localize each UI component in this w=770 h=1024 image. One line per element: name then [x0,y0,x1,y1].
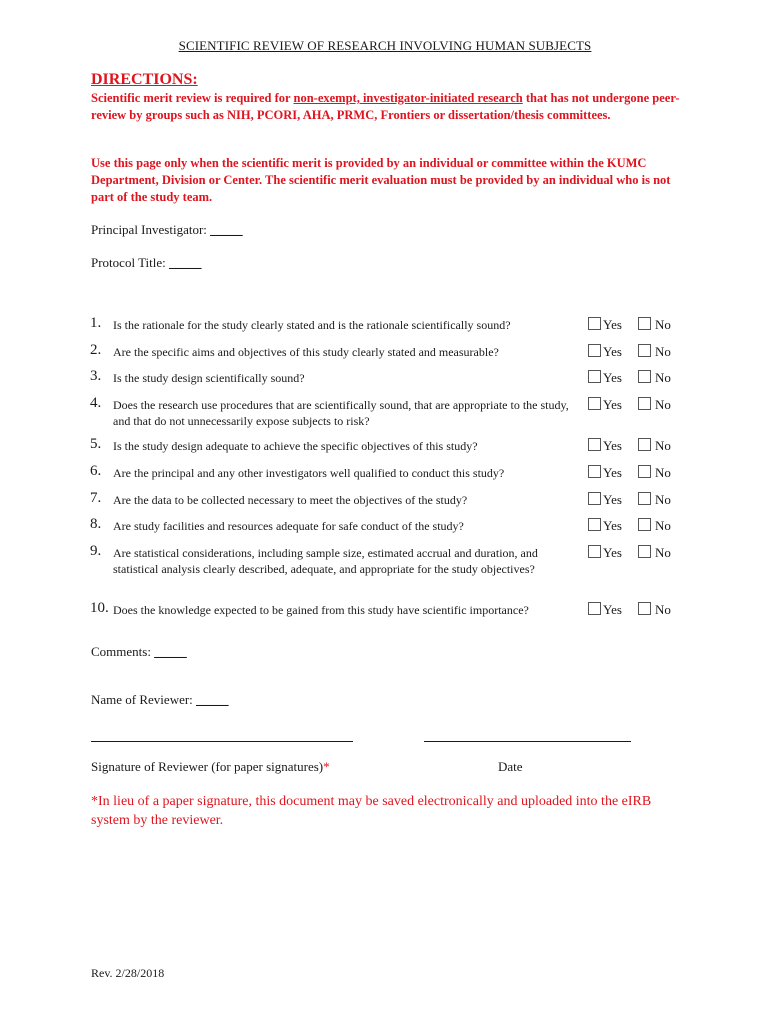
yes-label: Yes [603,545,622,560]
yes-label: Yes [603,602,622,617]
no-checkbox[interactable] [638,602,651,615]
no-checkbox[interactable] [638,370,651,383]
no-label: No [655,465,671,480]
date-label: Date [498,759,523,774]
yes-label: Yes [603,438,622,453]
question-text: Are the data to be collected necessary to meet the objectives of the study? [113,493,468,507]
comments-label: Comments: [91,644,151,659]
yes-checkbox[interactable] [588,602,601,615]
protocol-title-field [91,255,202,271]
no-checkbox[interactable] [638,545,651,558]
question-text: Are the specific aims and objectives of this study clearly stated and measurable? [113,345,499,359]
yes-label: Yes [603,492,622,507]
no-checkbox[interactable] [638,438,651,451]
yes-checkbox[interactable] [588,438,601,451]
no-label: No [655,545,671,560]
pi-label: Principal Investigator: [91,222,207,237]
question-number: 4. [90,395,102,411]
question-number: 8. [90,516,102,532]
protocol-label: Protocol Title: [91,255,166,270]
question-text: Are statistical considerations, including sample size, estimated accrual and duration, and statistical analysis clearly described, adequate, and appropriate for the study objectives? [113,546,538,576]
question-text: Does the research use procedures that are scientifically sound, that are appropriate to the study, and that do not unnecessarily expose subjects to risk? [113,398,569,428]
revision-date: Rev. 2/28/2018 [91,966,165,980]
yes-label: Yes [603,344,622,359]
no-label: No [655,518,671,533]
signature-footnote: *In lieu of a paper signature, this document may be saved electronically and uploaded into the eIRB system by the reviewer. [91,794,652,828]
no-label: No [655,438,671,453]
directions-heading: DIRECTIONS: [91,71,198,88]
no-checkbox[interactable] [638,518,651,531]
principal-investigator-field [91,222,243,238]
yes-label: Yes [603,397,622,412]
yes-checkbox[interactable] [588,370,601,383]
yes-checkbox[interactable] [588,344,601,357]
question-number: 2. [90,342,102,358]
question-number: 3. [90,368,102,384]
reviewer-label: Name of Reviewer: [91,692,193,707]
no-label: No [655,492,671,507]
signature-label-text: Signature of Reviewer (for paper signatures) [91,759,324,774]
question-text: Are study facilities and resources adequate for safe conduct of the study? [113,519,464,533]
yes-checkbox[interactable] [588,518,601,531]
no-checkbox[interactable] [638,344,651,357]
no-label: No [655,602,671,617]
yes-checkbox[interactable] [588,465,601,478]
page-title: SCIENTIFIC REVIEW OF RESEARCH INVOLVING HUMAN SUBJECTS [178,38,592,53]
directions-text-before: Scientific merit review is required for [91,91,294,105]
question-number: 10. [90,600,109,616]
signature-asterisk: * [323,759,330,774]
question-number: 1. [90,315,102,331]
no-checkbox[interactable] [638,397,651,410]
question-text: Are the principal and any other investigators well qualified to conduct this study? [113,466,505,480]
yes-label: Yes [603,465,622,480]
no-checkbox[interactable] [638,465,651,478]
no-label: No [655,397,671,412]
question-number: 6. [90,463,102,479]
yes-label: Yes [603,518,622,533]
signature-line[interactable] [91,741,353,742]
date-line[interactable] [424,741,631,742]
no-label: No [655,344,671,359]
signature-label [91,759,330,775]
no-checkbox[interactable] [638,317,651,330]
no-label: No [655,370,671,385]
pi-input[interactable]: _____ [210,222,243,237]
yes-label: Yes [603,370,622,385]
yes-label: Yes [603,317,622,332]
question-text: Is the study design adequate to achieve the specific objectives of this study? [113,439,478,453]
directions-paragraph-2: Use this page only when the scientific merit is provided by an individual or committee within the KUMC Department, Division or Center. The scientific merit evaluation must be provided by an individual who is not part of the study team. [91,156,671,204]
question-number: 9. [90,543,102,559]
no-checkbox[interactable] [638,492,651,505]
yes-checkbox[interactable] [588,397,601,410]
yes-checkbox[interactable] [588,492,601,505]
directions-text-underlined: non-exempt, investigator-initiated research [293,91,523,105]
reviewer-input[interactable]: _____ [196,692,229,707]
question-text: Is the rationale for the study clearly stated and is the rationale scientifically sound? [113,318,511,332]
yes-checkbox[interactable] [588,545,601,558]
no-label: No [655,317,671,332]
protocol-input[interactable]: _____ [169,255,202,270]
reviewer-name-field [91,692,229,708]
question-number: 5. [90,436,102,452]
question-number: 7. [90,490,102,506]
directions-text-after: that has not undergone peer-review by groups such as NIH, PCORI, AHA, PRMC, Frontiers or dissertation/thesis committees. [91,91,680,122]
yes-checkbox[interactable] [588,317,601,330]
question-text: Does the knowledge expected to be gained from this study have scientific importance? [113,603,529,617]
comments-input[interactable]: _____ [154,644,187,659]
question-text: Is the study design scientifically sound? [113,371,305,385]
comments-field [91,644,187,660]
directions-paragraph-1 [91,90,681,124]
